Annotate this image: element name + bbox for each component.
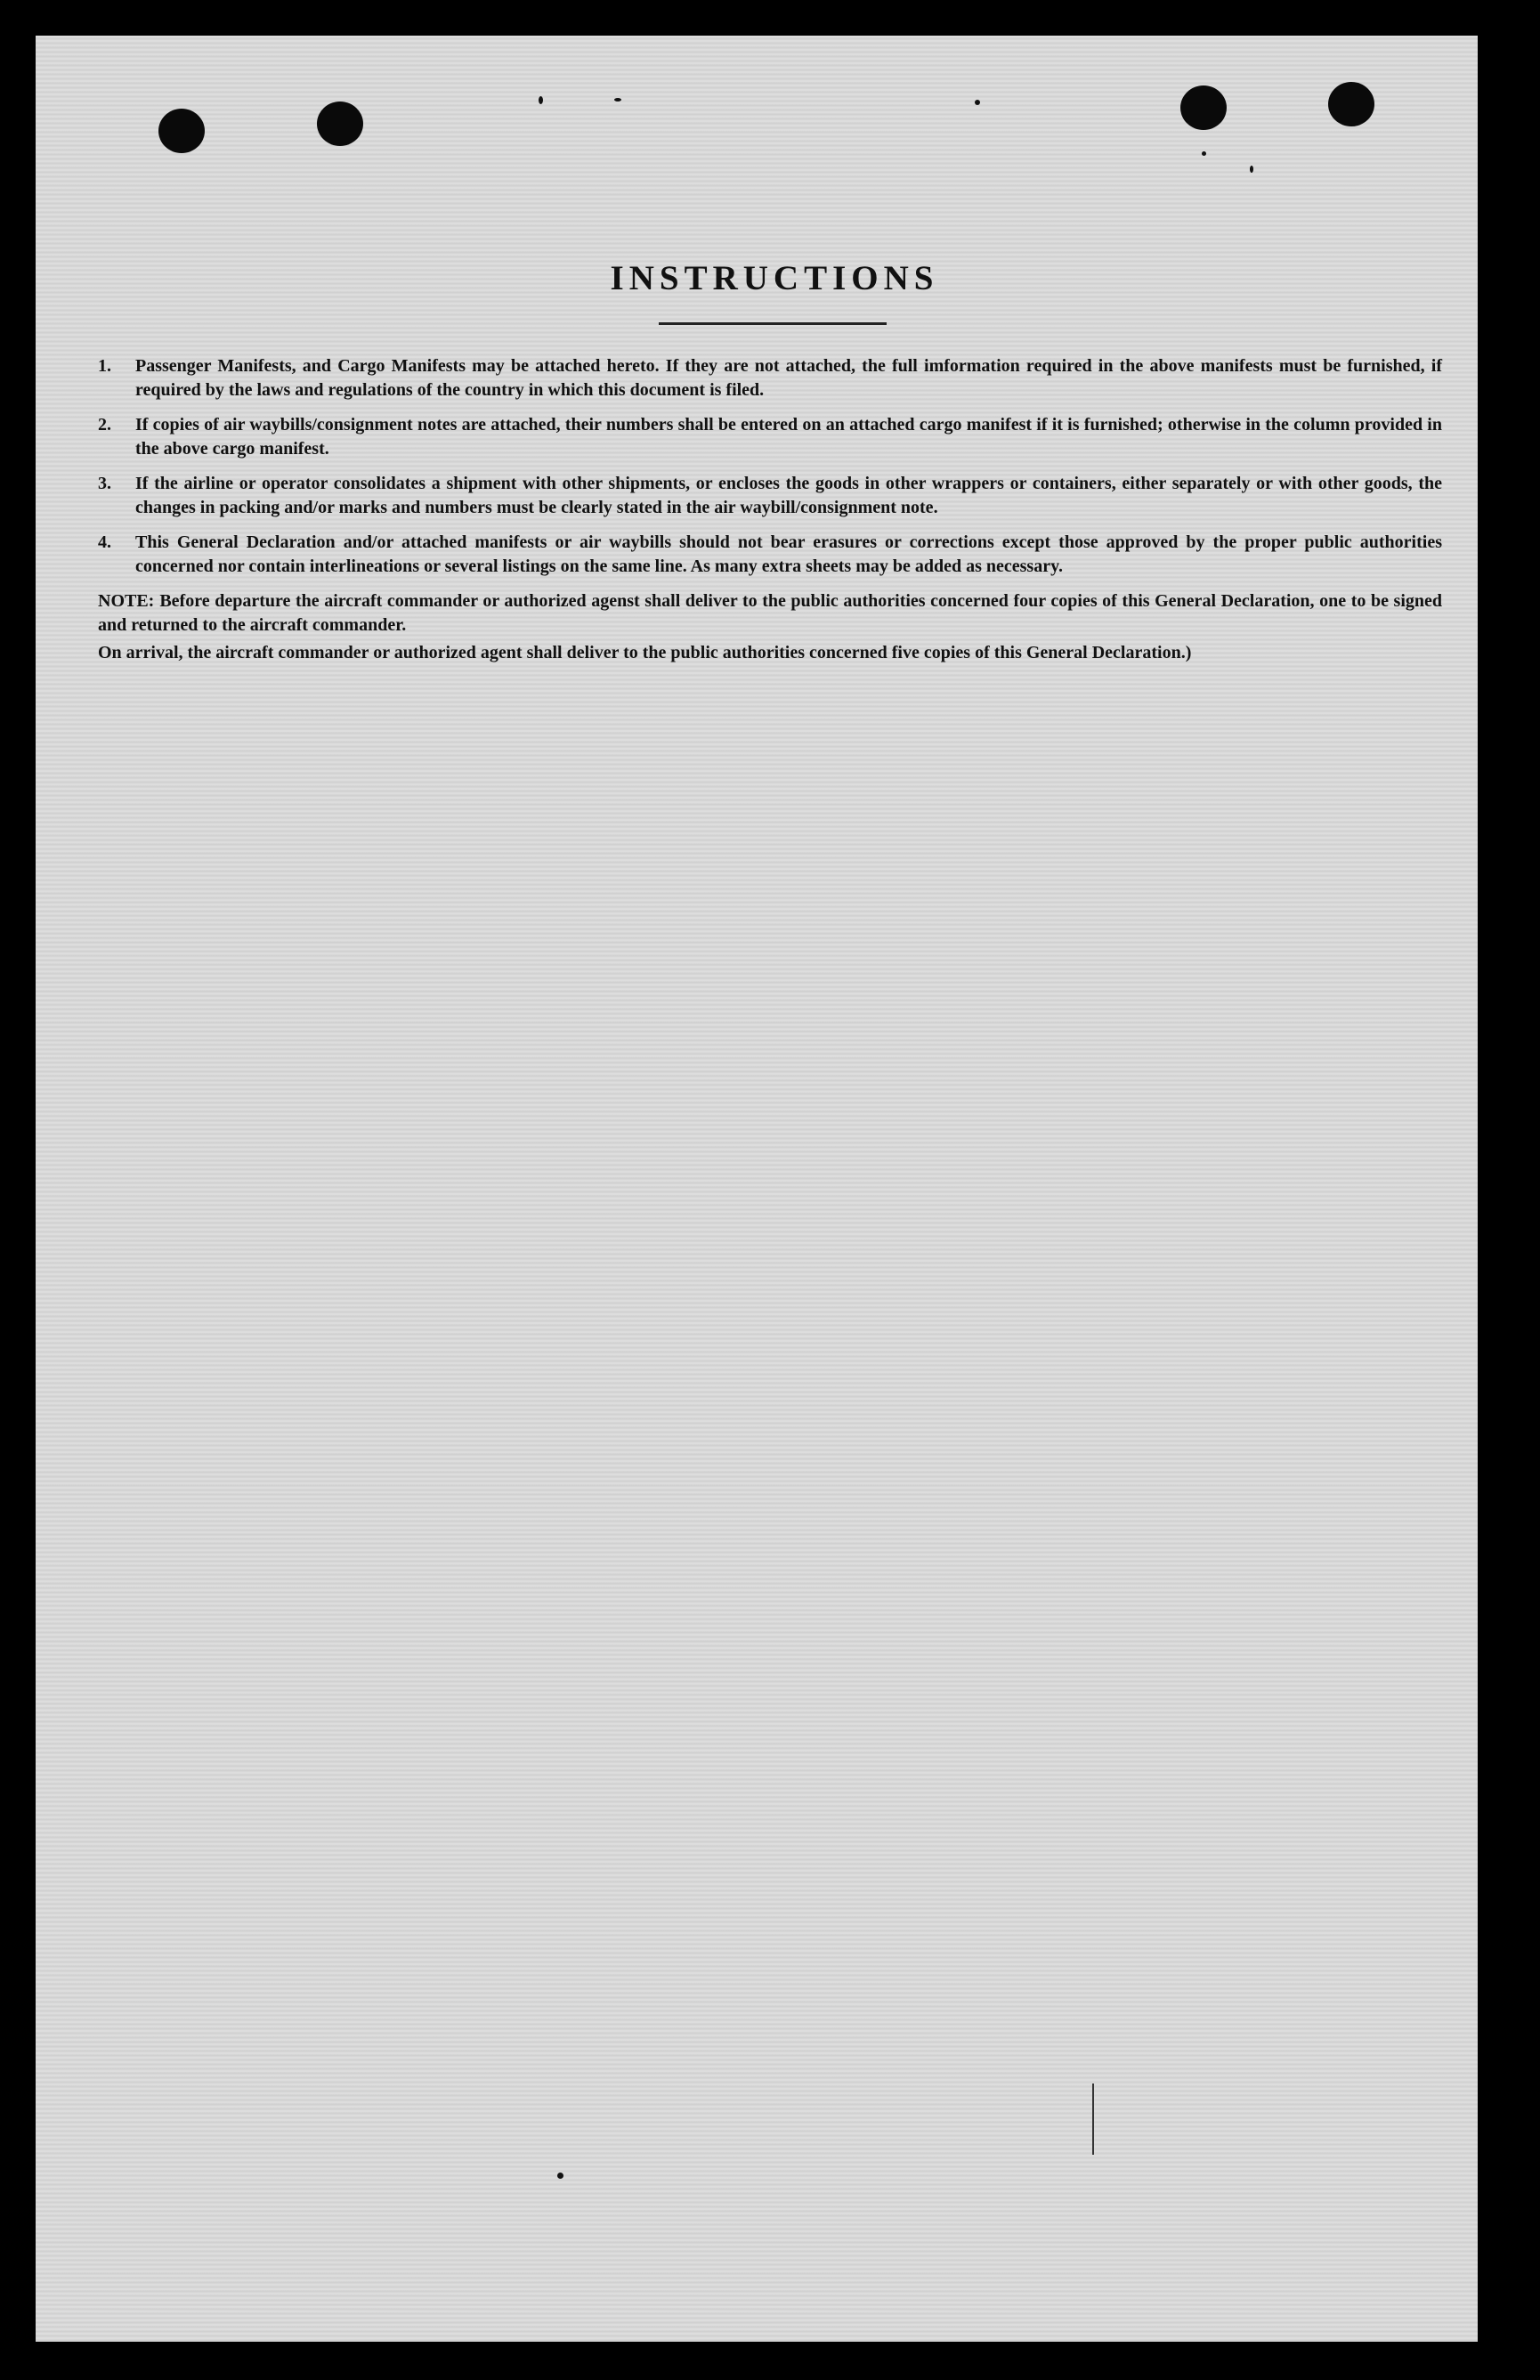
instruction-number: 1. <box>98 356 111 376</box>
ink-speck <box>539 96 543 104</box>
page-title: INSTRUCTIONS <box>610 259 939 297</box>
note-label: NOTE: <box>98 591 155 611</box>
instruction-item <box>98 413 1442 461</box>
note-body <box>98 589 1442 669</box>
note-departure-text: Before departure the aircraft commander or authorized agenst shall deliver to the public authorities concerned four copies of this General Declaration, one to be signed and returned to the aircraft commander. <box>98 591 1442 635</box>
punch-hole <box>317 102 363 146</box>
instructions-list <box>98 354 1442 669</box>
instruction-item <box>98 472 1442 520</box>
instruction-number: 2. <box>98 415 111 435</box>
ink-speck <box>975 100 980 105</box>
instruction-number: 3. <box>98 474 111 493</box>
instruction-item <box>98 354 1442 402</box>
instruction-item <box>98 531 1442 579</box>
instruction-text: If the airline or operator consolidates a shipment with other shipments, or encloses the goods in other wrappers or containers, either separately or with other goods, the changes in packing and/or marks and numbers must be clearly stated in the air waybill/consignment note. <box>135 474 1442 517</box>
document-page <box>36 36 1478 2342</box>
note-arrival: On arrival, the aircraft commander or authorized agent shall deliver to the public authorities concerned five copies of this General Declaration.) <box>98 643 1192 662</box>
instruction-text: If copies of air waybills/consignment notes are attached, their numbers shall be entered on an attached cargo manifest if it is furnished; otherwise in the column provided in the above cargo manifest. <box>135 415 1442 459</box>
ink-speck <box>1202 151 1206 156</box>
instruction-text: Passenger Manifests, and Cargo Manifests may be attached hereto. If they are not attached, the full imformation required in the above manifests must be furnished, if required by the laws and regulations of the country in which this document is filed. <box>135 356 1442 400</box>
instruction-text: This General Declaration and/or attached manifests or air waybills should not bear erasures or corrections except those approved by the proper public authorities concerned nor contain interlineations or several listings on the same line. As many extra sheets may be added as necessary. <box>135 532 1442 576</box>
instruction-number: 4. <box>98 532 111 552</box>
ink-speck <box>614 98 621 102</box>
punch-hole <box>158 109 205 153</box>
ink-speck <box>1250 166 1253 173</box>
pen-mark <box>1092 2084 1094 2155</box>
title-underline <box>659 322 887 325</box>
punch-hole <box>1180 85 1227 130</box>
ink-speck <box>557 2173 563 2179</box>
punch-hole <box>1328 82 1374 126</box>
note-departure <box>98 589 1442 638</box>
note-block <box>98 589 1442 669</box>
